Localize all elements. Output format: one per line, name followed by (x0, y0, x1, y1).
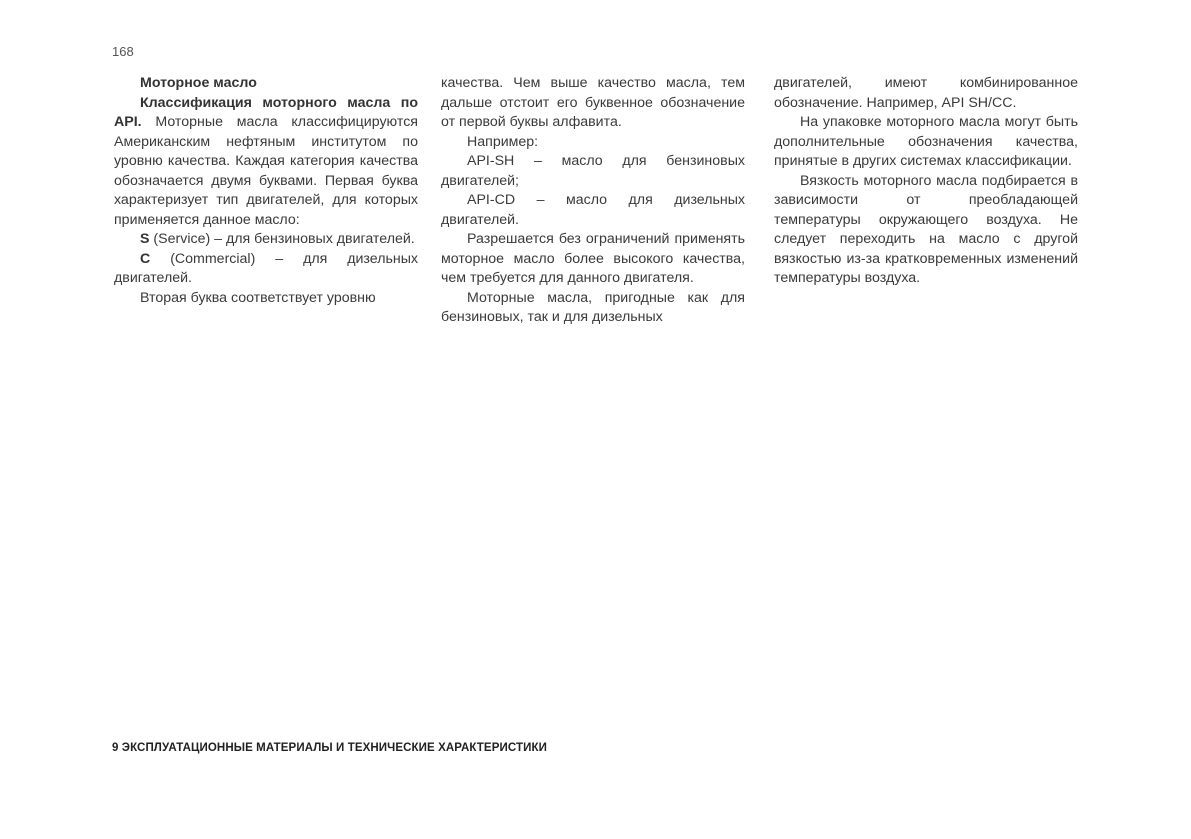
paragraph-text: (Commercial) – для дизельных двигателей. (114, 250, 418, 286)
subheading: Классификация моторного масла по API. (114, 94, 418, 130)
paragraph: API-SH – масло для бензиновых двигателей; (441, 153, 745, 189)
paragraph: Разрешается без ограничений применять моторное масло более высокого качества, чем требуется для данного двигателя. (441, 231, 745, 286)
page-footer: 9 ЭКСПЛУАТАЦИОННЫЕ МАТЕРИАЛЫ И ТЕХНИЧЕСКИЕ ХАРАКТЕРИСТИКИ (112, 742, 547, 754)
section-heading: Моторное масло (140, 75, 257, 91)
text-column-1 (114, 74, 418, 308)
paragraph: двигателей, имеют комбинированное обозначение. Например, API SH/CC. (774, 75, 1078, 111)
paragraph: Моторные масла, пригодные как для бензиновых, так и для дизельных (441, 289, 745, 325)
page-number: 168 (112, 44, 134, 59)
paragraph-text: Моторные масла классифицируются Американским нефтяным институтом по уровню качества. Каждая категория качества обозначается двумя буквами. Первая буква характеризует тип двигателей, для которых применяется данное масло: (114, 114, 418, 228)
letter-c: C (140, 250, 151, 267)
letter-s: S (140, 231, 150, 247)
paragraph-commercial (114, 250, 418, 289)
paragraph-classification (114, 94, 418, 231)
paragraph: Например: (467, 133, 539, 150)
paragraph: API-CD – масло для дизельных двигателей. (441, 192, 745, 228)
paragraph: На упаковке моторного масла могут быть дополнительные обозначения качества, принятые в других системах классификации. (774, 114, 1078, 169)
text-column-3 (774, 74, 1078, 289)
paragraph-second-letter: Вторая буква соответствует уровню (140, 289, 376, 306)
paragraph: Вязкость моторного масла подбирается в зависимости от преобладающей температуры окружающего воздуха. Не следует переходить на масло с другой вязкостью из-за кратковременных изменений температуры воздуха. (774, 172, 1078, 286)
paragraph-text: (Service) – для бензиновых двигателей. (153, 231, 415, 247)
paragraph: качества. Чем выше качество масла, тем дальше отстоит его буквенное обозначение от первой буквы алфавита. (441, 75, 745, 130)
paragraph-service (114, 230, 418, 250)
text-column-2 (441, 74, 745, 328)
